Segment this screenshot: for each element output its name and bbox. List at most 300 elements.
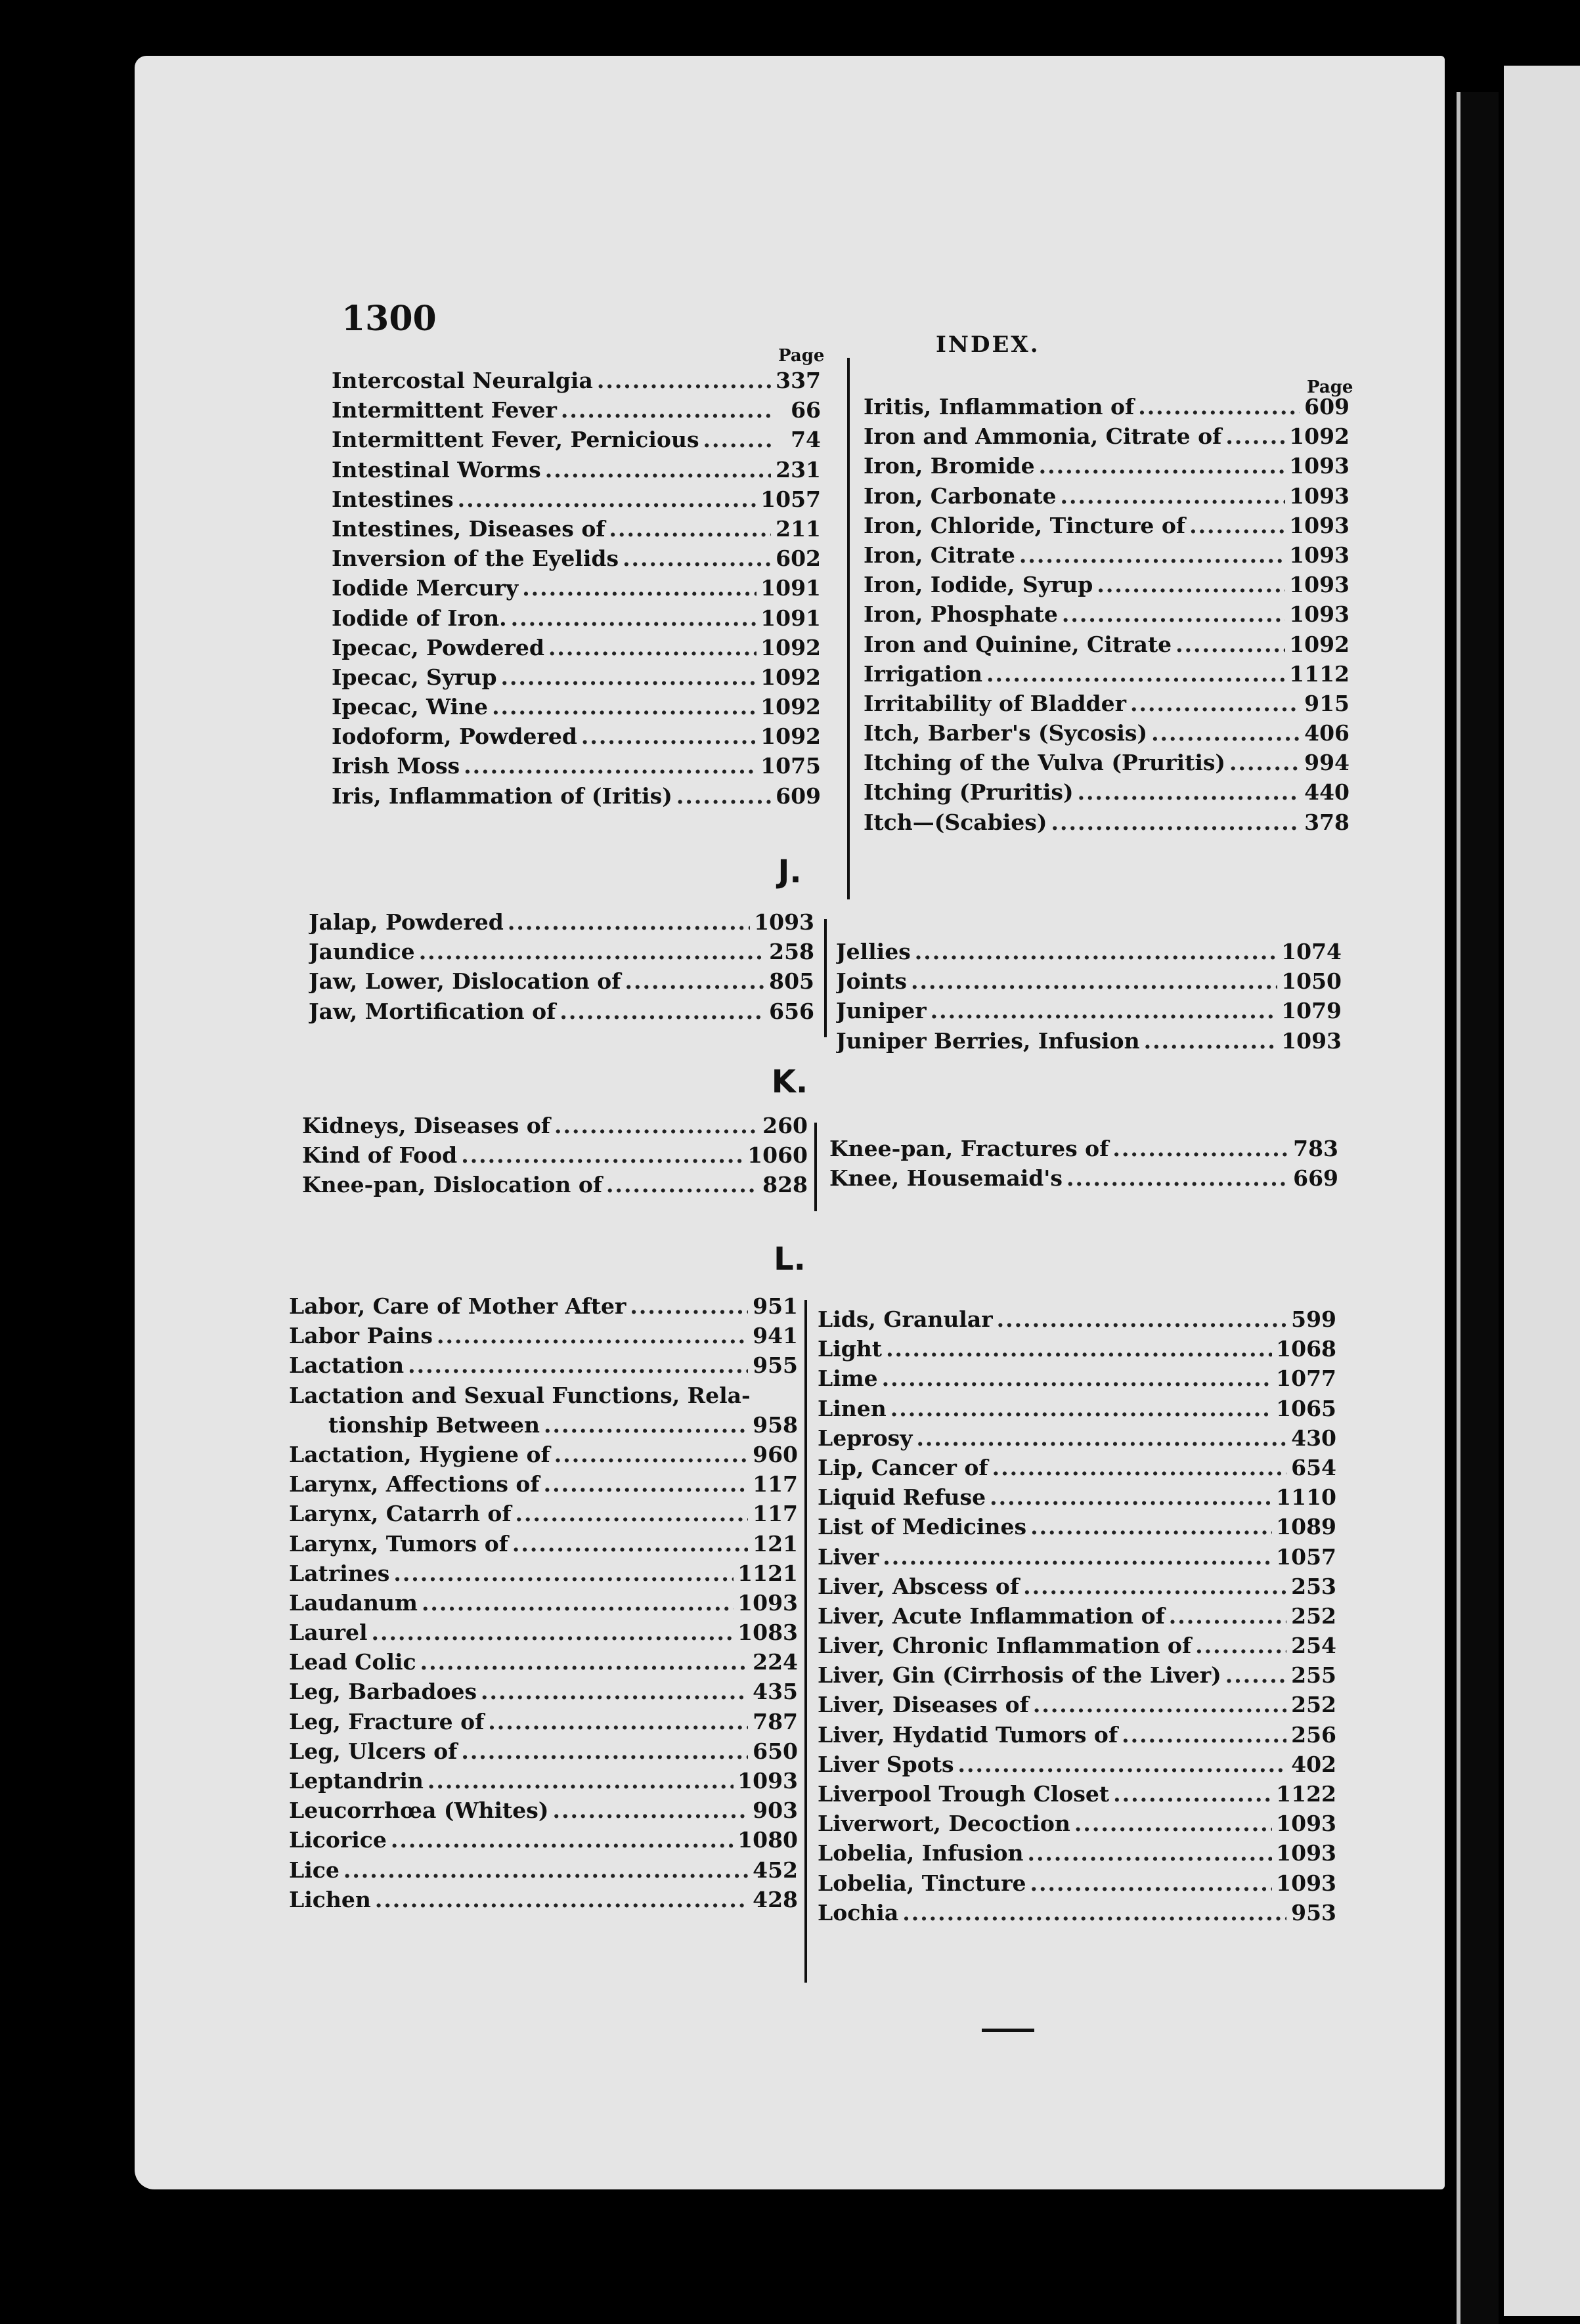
dot-leader [992, 1455, 1286, 1480]
entry-page-number: 1060 [747, 1142, 808, 1169]
index-entry [864, 542, 1350, 572]
index-entry [289, 1857, 798, 1887]
index-entry [864, 423, 1350, 453]
index-entry [864, 661, 1350, 691]
dot-leader [609, 516, 771, 542]
column-divider [824, 919, 827, 1037]
dot-leader [703, 427, 771, 452]
index-entry [332, 427, 821, 456]
dot-leader [422, 1590, 734, 1616]
index-entry [818, 1752, 1336, 1781]
index-entry [309, 999, 814, 1028]
dot-leader [492, 694, 757, 720]
index-entry [864, 632, 1350, 661]
entry-term: Juniper Berries, Infusion [836, 1027, 1140, 1054]
entry-term: Ipecac, Wine [332, 694, 489, 720]
dot-leader [1189, 513, 1285, 538]
page-column-label-left: Page [778, 346, 825, 366]
index-entry [864, 483, 1350, 513]
entry-page-number: 805 [769, 968, 814, 995]
dot-leader [464, 753, 757, 779]
index-entry [289, 1768, 798, 1797]
index-column-j-right [836, 939, 1342, 1058]
index-entry [332, 783, 821, 813]
entry-term: Intermittent Fever, Pernicious [332, 427, 699, 453]
entry-term: Leg, Fracture of [289, 1708, 485, 1734]
dot-leader [554, 1113, 758, 1138]
entry-term: Inversion of the Eyelids [332, 546, 619, 572]
index-entry [818, 1603, 1336, 1633]
index-entry [302, 1142, 808, 1172]
index-entry [332, 516, 821, 546]
index-entry [309, 939, 814, 968]
entry-term: Knee, Housemaid's [829, 1165, 1063, 1192]
entry-page-number: 1093 [754, 909, 814, 935]
entry-term: Larynx, Tumors of [289, 1530, 508, 1557]
entry-term: Jellies [836, 939, 911, 964]
entry-page-number: 1093 [1289, 542, 1350, 568]
entry-page-number: 1122 [1276, 1781, 1336, 1807]
index-entry [289, 1323, 798, 1352]
index-entry [864, 809, 1350, 839]
index-entry [818, 1396, 1336, 1425]
entry-page-number: 903 [753, 1797, 798, 1824]
entry-term: Irritability of Bladder [864, 690, 1126, 716]
index-column-k-right [829, 1136, 1338, 1195]
dot-leader [1113, 1781, 1272, 1807]
index-entry [864, 453, 1350, 483]
index-entry [818, 1425, 1336, 1455]
index-column-i-right [864, 394, 1350, 839]
dot-leader [419, 939, 764, 964]
entry-term: Licorice [289, 1827, 387, 1853]
section-heading-k: K. [771, 1064, 808, 1100]
entry-term: Iodoform, Powdered [332, 723, 577, 750]
entry-term: Jalap, Powdered [309, 909, 504, 935]
entry-page-number: 1110 [1276, 1484, 1336, 1511]
entry-term: Iodide of Iron. [332, 605, 507, 631]
entry-term: Light [818, 1336, 883, 1362]
entry-term: Jaundice [309, 939, 415, 965]
entry-term: List of Medicines [818, 1514, 1027, 1540]
book-spine [1457, 92, 1499, 2324]
dot-leader [343, 1857, 748, 1883]
index-entry [818, 1840, 1336, 1870]
entry-term: Iris, Inflammation of (Iritis) [332, 783, 672, 809]
column-divider [814, 1123, 817, 1211]
entry-page-number: 955 [753, 1352, 798, 1379]
dot-leader [1030, 1870, 1273, 1896]
entry-term: Liver Spots [818, 1751, 954, 1777]
index-column-k-left [302, 1113, 808, 1202]
index-entry [289, 1293, 798, 1323]
index-entry [289, 1887, 798, 1916]
entry-term: Iron and Quinine, Citrate [864, 631, 1172, 657]
dot-leader [1122, 1722, 1286, 1748]
entry-page-number: 402 [1291, 1751, 1336, 1777]
entry-page-number: 74 [791, 427, 821, 453]
dot-leader [623, 546, 771, 571]
column-divider [804, 1300, 807, 1983]
entry-page-number: 994 [1304, 750, 1350, 776]
entry-term: Lobelia, Tincture [818, 1870, 1026, 1896]
index-entry [289, 1590, 798, 1620]
dot-leader [1027, 1840, 1272, 1866]
dot-leader [488, 1709, 748, 1734]
index-entry [836, 998, 1342, 1027]
index-entry [864, 572, 1350, 601]
dot-leader [461, 1142, 743, 1168]
index-entry [818, 1366, 1336, 1395]
entry-term: Intermittent Fever [332, 397, 557, 423]
entry-term: Irish Moss [332, 753, 460, 779]
index-entry [864, 720, 1350, 750]
dot-leader [1097, 572, 1285, 597]
index-entry [289, 1352, 798, 1382]
entry-term: Laudanum [289, 1589, 418, 1616]
entry-page-number: 1057 [1276, 1543, 1336, 1570]
entry-term: Liver, Acute Inflammation of [818, 1603, 1165, 1629]
index-entry [302, 1113, 808, 1142]
dot-leader [1078, 779, 1300, 805]
entry-term: Iron and Ammonia, Citrate of [864, 423, 1222, 450]
index-entry [332, 635, 821, 664]
dot-leader [561, 397, 771, 423]
entry-page-number: 958 [753, 1411, 798, 1438]
entry-page-number: 1093 [1276, 1870, 1336, 1896]
dot-leader [916, 1425, 1286, 1451]
entry-term: Intestines [332, 486, 454, 512]
index-entry [332, 753, 821, 783]
entry-page-number: 1083 [737, 1620, 798, 1646]
entry-term: Knee-pan, Dislocation of [302, 1172, 603, 1198]
entry-term: Iodide Mercury [332, 575, 519, 601]
index-entry [818, 1336, 1336, 1366]
page-column-label-right: Page [1307, 377, 1353, 397]
index-entry [332, 575, 821, 605]
dot-leader [522, 575, 757, 601]
dot-leader [1225, 1662, 1286, 1688]
closing-rule [982, 2029, 1034, 2032]
entry-term: Ipecac, Syrup [332, 664, 497, 690]
dot-leader [408, 1352, 748, 1378]
entry-term: Liverwort, Decoction [818, 1811, 1070, 1837]
dot-leader [1112, 1136, 1288, 1161]
dot-leader [606, 1172, 758, 1197]
entry-term: Juniper [836, 998, 927, 1024]
dot-leader [676, 783, 771, 809]
dot-leader [1130, 691, 1300, 716]
dot-leader [990, 1484, 1272, 1510]
entry-term: Itch, Barber's (Sycosis) [864, 720, 1148, 746]
entry-term: Liver, Abscess of [818, 1573, 1020, 1599]
entry-page-number: 1093 [1276, 1811, 1336, 1837]
entry-term: Iron, Citrate [864, 542, 1015, 568]
index-entry [289, 1560, 798, 1590]
entry-page-number: 117 [753, 1501, 798, 1527]
dot-leader [508, 909, 750, 935]
dot-leader [481, 1679, 748, 1704]
entry-page-number: 1092 [1289, 423, 1350, 450]
index-entry [309, 968, 814, 998]
index-entry [836, 939, 1342, 968]
entry-term: Kidneys, Diseases of [302, 1113, 550, 1138]
index-entry [818, 1662, 1336, 1692]
entry-page-number: 1092 [760, 694, 821, 720]
index-entry [818, 1781, 1336, 1811]
index-entry [864, 750, 1350, 779]
entry-page-number: 650 [753, 1738, 798, 1764]
entry-page-number: 828 [762, 1172, 808, 1198]
entry-term: Knee-pan, Fractures of [829, 1136, 1109, 1161]
index-entry [332, 694, 821, 723]
index-entry [289, 1709, 798, 1738]
dot-leader [1225, 423, 1285, 449]
entry-page-number: 599 [1291, 1306, 1336, 1332]
entry-term: Liver, Hydatid Tumors of [818, 1721, 1118, 1748]
dot-leader [516, 1501, 748, 1526]
dot-leader [911, 968, 1277, 994]
entry-term: Lice [289, 1857, 340, 1883]
dot-leader [501, 664, 757, 690]
entry-page-number: 406 [1304, 720, 1350, 746]
entry-term: Kind of Food [302, 1142, 458, 1169]
dot-leader [375, 1887, 748, 1912]
entry-term: Lime [818, 1366, 878, 1392]
index-entry [818, 1514, 1336, 1543]
index-entry [332, 723, 821, 753]
index-entry [818, 1811, 1336, 1840]
entry-page-number: 1093 [1276, 1840, 1336, 1866]
entry-term: Liver, Diseases of [818, 1692, 1029, 1718]
entry-term: Irrigation [864, 660, 982, 687]
index-column-l-left [289, 1293, 798, 1916]
entry-term: tionship Between [328, 1411, 540, 1438]
entry-term: Leg, Ulcers of [289, 1738, 458, 1764]
entry-term: Iron, Carbonate [864, 483, 1057, 509]
dot-leader [1195, 1633, 1286, 1658]
entry-term: Lactation and Sexual Functions, Rela- [289, 1382, 751, 1408]
index-entry [818, 1900, 1336, 1929]
entry-page-number: 1112 [1289, 660, 1350, 687]
index-entry [289, 1649, 798, 1679]
entry-term: Iron, Phosphate [864, 601, 1058, 628]
entry-page-number: 951 [753, 1293, 798, 1319]
entry-term: Leucorrhœa (Whites) [289, 1797, 549, 1824]
entry-page-number: 253 [1291, 1573, 1336, 1599]
entry-page-number: 440 [1304, 779, 1350, 806]
entry-page-number: 960 [753, 1441, 798, 1467]
dot-leader [511, 605, 757, 631]
entry-page-number: 609 [776, 783, 821, 809]
dot-leader [1229, 750, 1300, 775]
book-page [135, 56, 1445, 2189]
entry-page-number: 117 [753, 1471, 798, 1497]
entry-term: Leprosy [818, 1425, 913, 1451]
index-entry [864, 601, 1350, 631]
entry-term: Iron, Iodide, Syrup [864, 572, 1093, 598]
entry-term: Intestines, Diseases of [332, 515, 605, 542]
dot-leader [915, 939, 1277, 964]
index-entry [818, 1722, 1336, 1752]
dot-leader [597, 368, 771, 393]
entry-term: Itching (Pruritis) [864, 779, 1074, 806]
entry-page-number: 1093 [737, 1768, 798, 1794]
dot-leader [986, 661, 1285, 687]
index-entry [864, 513, 1350, 542]
entry-page-number: 1077 [1276, 1366, 1336, 1392]
entry-term: Liverpool Trough Closet [818, 1781, 1110, 1807]
index-entry [818, 1544, 1336, 1574]
entry-page-number: 231 [776, 456, 821, 483]
index-entry [864, 779, 1350, 809]
index-entry [332, 397, 821, 427]
index-entry [289, 1797, 798, 1827]
dot-leader [997, 1306, 1286, 1332]
entry-term: Leg, Barbadoes [289, 1679, 477, 1705]
index-entry [818, 1484, 1336, 1514]
entry-term: Lip, Cancer of [818, 1454, 988, 1480]
entry-page-number: 452 [753, 1857, 798, 1883]
dot-leader [428, 1768, 734, 1794]
index-entry [836, 1028, 1342, 1058]
page-title: INDEX. [936, 332, 1040, 358]
dot-leader [544, 1471, 748, 1497]
dot-leader [1062, 601, 1285, 627]
section-heading-j: J. [778, 853, 802, 890]
entry-term: Labor Pains [289, 1323, 433, 1349]
index-column-l-right [818, 1306, 1336, 1929]
index-entry [302, 1172, 808, 1201]
entry-page-number: 915 [1304, 690, 1350, 716]
index-column-i-left [332, 368, 821, 813]
entry-page-number: 378 [1304, 809, 1350, 835]
dot-leader [1169, 1603, 1286, 1629]
index-entry [332, 457, 821, 486]
entry-page-number: 1068 [1276, 1336, 1336, 1362]
entry-term: Lactation, Hygiene of [289, 1441, 550, 1467]
entry-page-number: 609 [1304, 394, 1350, 420]
index-entry [836, 968, 1342, 998]
entry-page-number: 1091 [760, 605, 821, 631]
entry-page-number: 260 [762, 1113, 808, 1138]
dot-leader [420, 1649, 748, 1675]
entry-page-number: 1091 [760, 575, 821, 601]
entry-term: Labor, Care of Mother After [289, 1293, 626, 1319]
dot-leader [958, 1752, 1286, 1777]
entry-page-number: 1093 [1289, 572, 1350, 598]
index-entry [289, 1501, 798, 1530]
index-entry [289, 1738, 798, 1768]
entry-page-number: 255 [1291, 1662, 1336, 1689]
dot-leader [581, 723, 757, 749]
dot-leader [1144, 1028, 1278, 1054]
dot-leader [886, 1336, 1272, 1362]
index-entry [309, 909, 814, 939]
dot-leader [1138, 394, 1300, 420]
entry-page-number: 1093 [1289, 483, 1350, 509]
entry-page-number: 1092 [760, 723, 821, 750]
facing-page-edge [1504, 66, 1580, 2316]
index-entry [829, 1136, 1338, 1165]
dot-leader [458, 486, 757, 512]
entry-page-number: 252 [1291, 1692, 1336, 1718]
dot-leader [902, 1900, 1286, 1926]
entry-page-number: 1092 [760, 664, 821, 690]
entry-term: Linen [818, 1395, 887, 1421]
dot-leader [393, 1560, 734, 1586]
index-entry [332, 368, 821, 397]
entry-page-number: 1075 [760, 753, 821, 779]
index-entry [289, 1827, 798, 1857]
entry-page-number: 1079 [1281, 998, 1342, 1024]
index-entry [818, 1574, 1336, 1603]
dot-leader [1030, 1514, 1272, 1539]
index-entry [332, 605, 821, 635]
entry-term: Jaw, Lower, Dislocation of [309, 968, 621, 995]
dot-leader [1066, 1165, 1288, 1191]
entry-page-number: 252 [1291, 1603, 1336, 1629]
entry-page-number: 669 [1293, 1165, 1338, 1192]
dot-leader [1061, 483, 1286, 509]
entry-page-number: 66 [791, 397, 821, 423]
dot-leader [461, 1738, 748, 1764]
dot-leader [560, 999, 764, 1024]
entry-page-number: 654 [1291, 1454, 1336, 1480]
dot-leader [1175, 632, 1285, 657]
entry-page-number: 1093 [1289, 601, 1350, 628]
entry-term: Liver, Chronic Inflammation of [818, 1633, 1192, 1659]
column-divider [847, 358, 850, 899]
entry-page-number: 953 [1291, 1899, 1336, 1926]
entry-page-number: 254 [1291, 1633, 1336, 1659]
entry-page-number: 1093 [737, 1589, 798, 1616]
entry-page-number: 602 [776, 546, 821, 572]
index-entry [829, 1165, 1338, 1195]
index-entry [818, 1633, 1336, 1662]
dot-leader [512, 1531, 748, 1557]
dot-leader [545, 457, 771, 483]
entry-page-number: 1093 [1289, 453, 1350, 479]
entry-term: Intestinal Worms [332, 456, 541, 483]
entry-term: Laurel [289, 1620, 368, 1646]
dot-leader [1074, 1811, 1272, 1836]
page-number: 1300 [341, 299, 437, 339]
dot-leader [1039, 453, 1286, 479]
entry-term: Lids, Granular [818, 1306, 993, 1332]
entry-term: Lochia [818, 1899, 899, 1926]
dot-leader [630, 1293, 748, 1319]
section-heading-l: L. [774, 1241, 806, 1278]
entry-page-number: 1074 [1281, 939, 1342, 964]
dot-leader [1151, 720, 1300, 746]
dot-leader [548, 635, 757, 660]
entry-page-number: 1092 [1289, 631, 1350, 657]
index-entry [289, 1679, 798, 1708]
dot-leader [1051, 809, 1300, 835]
entry-term: Iron, Chloride, Tincture of [864, 512, 1186, 538]
entry-page-number: 783 [1293, 1136, 1338, 1161]
dot-leader [437, 1323, 748, 1348]
index-entry [818, 1870, 1336, 1900]
entry-page-number: 258 [769, 939, 814, 965]
index-entry [818, 1306, 1336, 1336]
entry-term: Lactation [289, 1352, 405, 1379]
index-entry [289, 1383, 798, 1412]
dot-leader [883, 1544, 1272, 1570]
entry-page-number: 1089 [1276, 1514, 1336, 1540]
index-entry [332, 546, 821, 575]
